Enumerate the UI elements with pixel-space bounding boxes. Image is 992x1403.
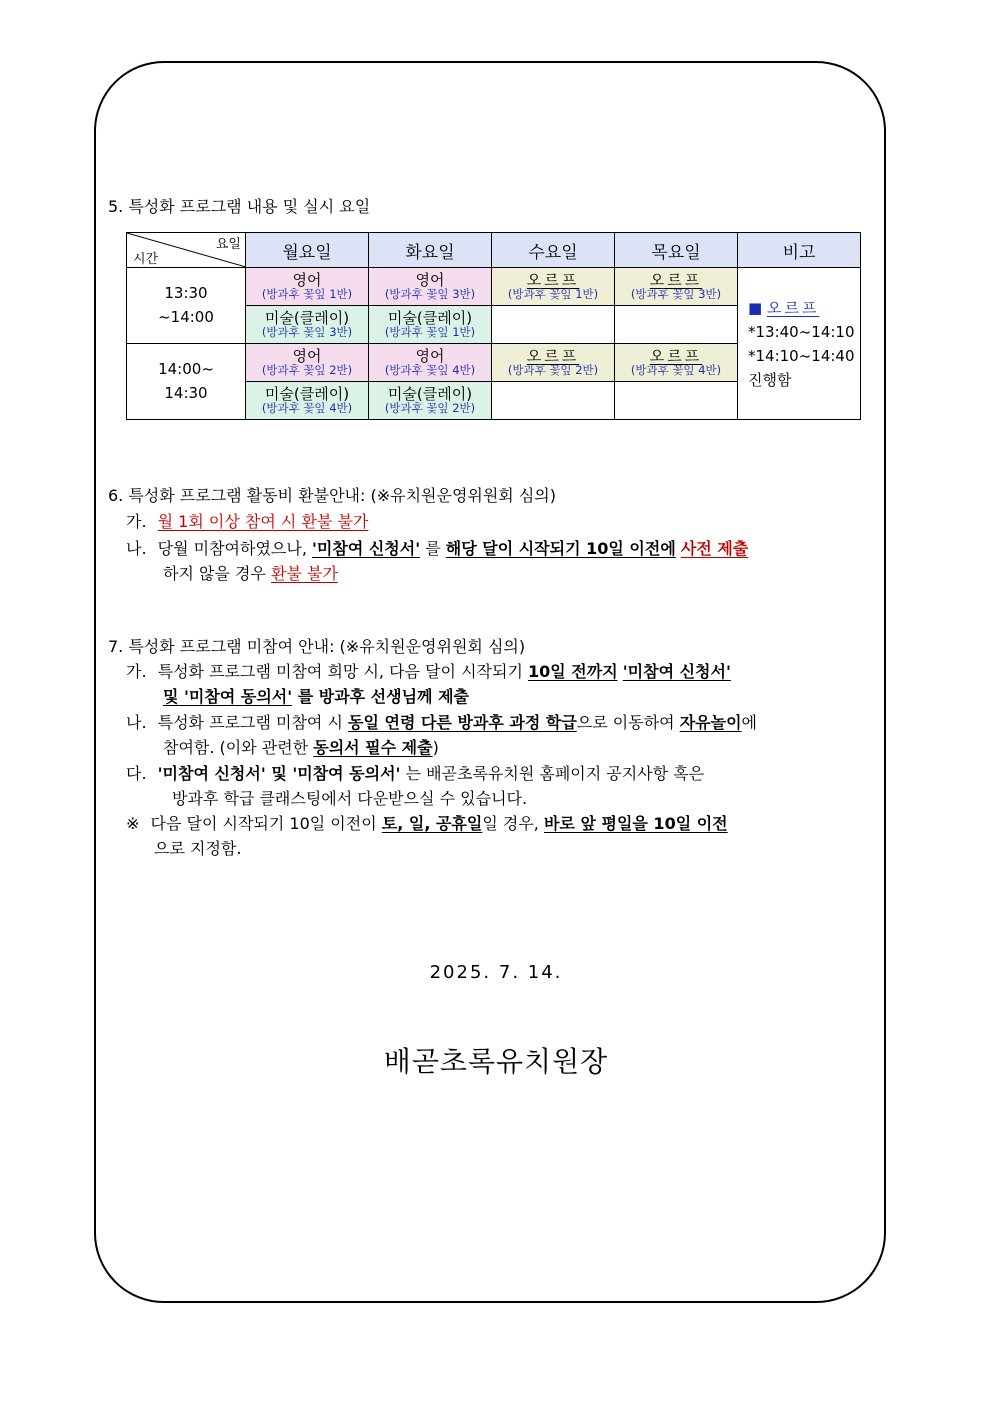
class-cell bbox=[492, 268, 615, 306]
subject: 영어 bbox=[415, 346, 445, 365]
text-segment: 특성화 프로그램 미참여 희망 시, 다음 달이 시작되기 bbox=[157, 662, 528, 681]
text-segment: 자유놀이 bbox=[679, 713, 742, 732]
text-segment: 바로 앞 평일을 10일 이전 bbox=[543, 814, 728, 833]
note-cell bbox=[738, 268, 861, 420]
signature: 배곧초록유치원장 bbox=[383, 1045, 609, 1078]
note-line: *14:10~14:40 bbox=[748, 346, 855, 365]
time-start: 14:00~ bbox=[158, 360, 214, 379]
section5-title: 5. 특성화 프로그램 내용 및 실시 요일 bbox=[108, 197, 371, 216]
square-bullet-icon: ■ bbox=[748, 298, 763, 317]
optout-item-na bbox=[126, 710, 757, 733]
class-name: (방과후 꽃잎 1반) bbox=[261, 287, 353, 302]
note-label: 오르프 bbox=[766, 298, 820, 317]
refund-item-ga bbox=[126, 509, 368, 532]
optout-item-ga bbox=[126, 659, 731, 682]
class-cell bbox=[492, 344, 615, 382]
text-segment: 에 bbox=[741, 713, 758, 732]
class-cell bbox=[369, 382, 492, 420]
class-cell bbox=[369, 268, 492, 306]
optout-item-da-cont: 방과후 학급 클래스팅에서 다운받으실 수 있습니다. bbox=[172, 789, 528, 808]
schedule-header-row bbox=[127, 233, 861, 268]
optout-reference-note bbox=[126, 811, 728, 834]
time-end: 14:30 bbox=[164, 383, 208, 402]
refund-item-na bbox=[126, 536, 748, 559]
empty-cell bbox=[492, 382, 615, 420]
section7-title: 7. 특성화 프로그램 미참여 안내: (※유치원운영위원회 심의) bbox=[108, 637, 526, 656]
header-mon: 월요일 bbox=[246, 233, 369, 268]
refund-rule-text: 월 1회 이상 참여 시 환불 불가 bbox=[157, 512, 369, 531]
class-name: (방과후 꽃잎 4반) bbox=[384, 363, 476, 378]
text-segment: 사전 제출 bbox=[680, 539, 749, 558]
table-row bbox=[127, 268, 861, 306]
class-name: (방과후 꽃잎 4반) bbox=[630, 363, 722, 378]
class-name: (방과후 꽃잎 3반) bbox=[630, 287, 722, 302]
item-marker: 나. bbox=[126, 539, 147, 558]
class-name: (방과후 꽃잎 3반) bbox=[261, 325, 353, 340]
text-segment: 특성화 프로그램 미참여 시 bbox=[157, 713, 349, 732]
item-marker: 가. bbox=[126, 512, 147, 531]
class-name: (방과후 꽃잎 1반) bbox=[507, 287, 599, 302]
subject: 오르프 bbox=[526, 346, 580, 365]
corner-cell bbox=[127, 233, 246, 268]
item-marker: 나. bbox=[126, 713, 147, 732]
refund-item-na-cont bbox=[163, 561, 338, 584]
document-date: 2025. 7. 14. bbox=[429, 962, 563, 983]
class-cell bbox=[615, 268, 738, 306]
time-slot-2 bbox=[127, 344, 246, 420]
section6-title: 6. 특성화 프로그램 활동비 환불안내: (※유치원운영위원회 심의) bbox=[108, 486, 557, 505]
class-cell bbox=[615, 344, 738, 382]
subject: 미술(클레이) bbox=[264, 308, 350, 327]
text-segment: 는 배곧초록유치원 홈페이지 공지사항 혹은 bbox=[400, 764, 705, 783]
class-cell bbox=[246, 268, 369, 306]
subject: 오르프 bbox=[526, 270, 580, 289]
optout-item-ga-cont bbox=[163, 684, 469, 707]
text-segment: '미참여 신청서' bbox=[622, 662, 731, 681]
corner-time-label: 시간 bbox=[133, 252, 159, 267]
time-start: 13:30 bbox=[164, 284, 208, 303]
note-line: 진행함 bbox=[748, 370, 792, 389]
class-cell bbox=[246, 306, 369, 344]
class-cell bbox=[369, 344, 492, 382]
optout-item-na-cont bbox=[163, 735, 439, 758]
text-segment: 및 '미참여 동의서' bbox=[163, 687, 293, 706]
text-segment: 해당 달이 시작되기 10일 이전에 bbox=[445, 539, 676, 558]
class-cell bbox=[246, 344, 369, 382]
text-segment: 당월 미참여하였으나, bbox=[157, 539, 313, 558]
text-segment: 동의서 필수 제출 bbox=[313, 738, 433, 757]
optout-item-da bbox=[126, 761, 704, 784]
subject: 미술(클레이) bbox=[264, 384, 350, 403]
note-line: *13:40~14:10 bbox=[748, 322, 855, 341]
text-segment: 참여함. (이와 관련한 bbox=[163, 738, 314, 757]
text-segment: 를 방과후 선생님께 제출 bbox=[292, 687, 469, 706]
empty-cell bbox=[615, 382, 738, 420]
header-thu: 목요일 bbox=[615, 233, 738, 268]
header-tue: 화요일 bbox=[369, 233, 492, 268]
class-name: (방과후 꽃잎 3반) bbox=[384, 287, 476, 302]
class-cell bbox=[246, 382, 369, 420]
text-segment: 하지 않을 경우 bbox=[163, 564, 271, 583]
text-segment: 토, 일, 공휴일 bbox=[381, 814, 483, 833]
text-segment: '미참여 신청서' 및 '미참여 동의서' bbox=[157, 764, 401, 783]
class-name: (방과후 꽃잎 2반) bbox=[384, 401, 476, 416]
text-segment: 일 경우, bbox=[482, 814, 544, 833]
text-segment: 으로 이동하여 bbox=[576, 713, 680, 732]
empty-cell bbox=[615, 306, 738, 344]
schedule-table bbox=[126, 232, 861, 420]
class-name: (방과후 꽃잎 4반) bbox=[261, 401, 353, 416]
text-segment: 환불 불가 bbox=[271, 564, 338, 583]
time-end: ~14:00 bbox=[158, 307, 214, 326]
reference-mark-icon: ※ bbox=[126, 814, 140, 833]
optout-reference-note-cont: 으로 지정함. bbox=[154, 839, 242, 858]
class-name: (방과후 꽃잎 1반) bbox=[384, 325, 476, 340]
header-wed: 수요일 bbox=[492, 233, 615, 268]
text-segment: 동일 연령 다른 방과후 과정 학급 bbox=[348, 713, 577, 732]
text-segment: 를 bbox=[420, 539, 446, 558]
subject: 영어 bbox=[415, 270, 445, 289]
text-segment: 10일 전까지 bbox=[528, 662, 618, 681]
text-segment: '미참여 신청서' bbox=[312, 539, 421, 558]
subject: 영어 bbox=[292, 270, 322, 289]
class-name: (방과후 꽃잎 2반) bbox=[261, 363, 353, 378]
empty-cell bbox=[492, 306, 615, 344]
corner-day-label: 요일 bbox=[215, 237, 241, 252]
text-segment: ) bbox=[432, 738, 439, 757]
subject: 미술(클레이) bbox=[387, 308, 473, 327]
text-segment: 다음 달이 시작되기 10일 이전이 bbox=[150, 814, 382, 833]
item-marker: 다. bbox=[126, 764, 147, 783]
time-slot-1 bbox=[127, 268, 246, 344]
subject: 오르프 bbox=[649, 270, 703, 289]
subject: 영어 bbox=[292, 346, 322, 365]
item-marker: 가. bbox=[126, 662, 147, 681]
class-name: (방과후 꽃잎 2반) bbox=[507, 363, 599, 378]
subject: 오르프 bbox=[649, 346, 703, 365]
subject: 미술(클레이) bbox=[387, 384, 473, 403]
header-note: 비고 bbox=[738, 233, 861, 268]
class-cell bbox=[369, 306, 492, 344]
